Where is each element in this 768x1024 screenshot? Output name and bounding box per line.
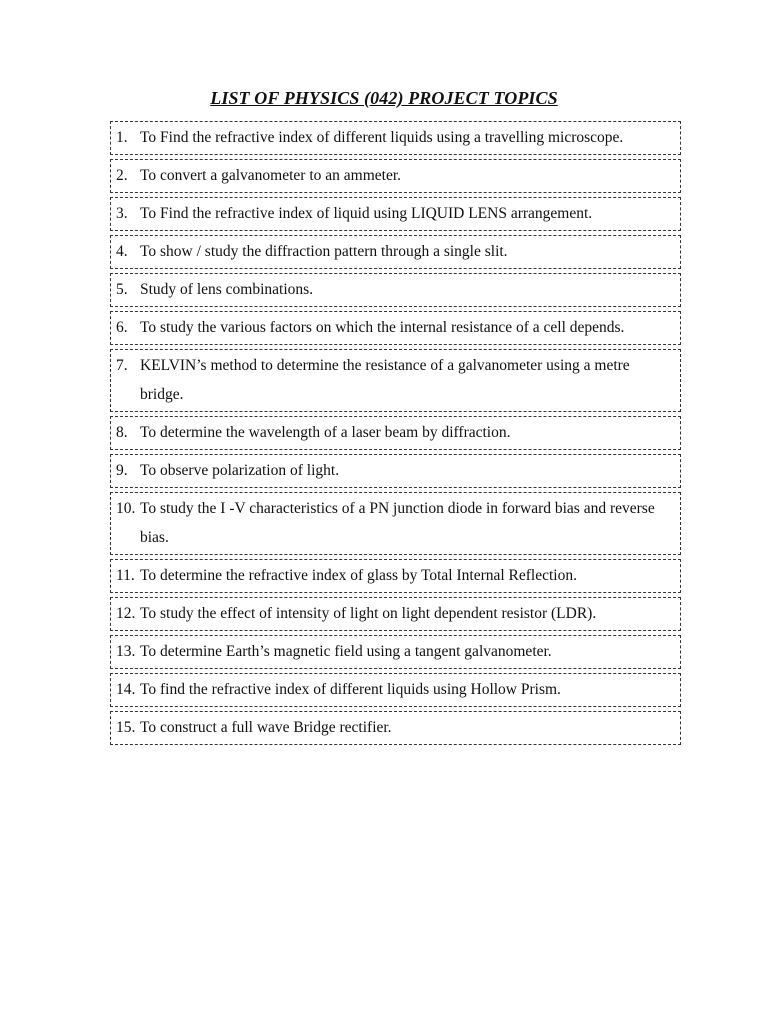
list-item (110, 673, 681, 707)
item-number: 13. (116, 643, 136, 660)
item-number: 8. (116, 424, 128, 441)
list-item (110, 416, 681, 450)
item-number: 14. (116, 681, 136, 698)
item-text: To observe polarization of light. (140, 462, 340, 479)
list-item (110, 454, 681, 488)
item-text: To determine the wavelength of a laser beam by diffraction. (140, 424, 511, 441)
list-item (110, 559, 681, 593)
item-text: To Find the refractive index of liquid using LIQUID LENS arrangement. (140, 205, 593, 222)
item-number: 5. (116, 281, 128, 298)
item-number: 1. (116, 129, 128, 146)
item-text: To determine Earth’s magnetic field using a tangent galvanometer. (140, 643, 552, 660)
item-number: 6. (116, 319, 128, 336)
item-number: 12. (116, 605, 136, 622)
list-item (110, 197, 681, 231)
item-number: 7. (116, 357, 128, 374)
item-text: To convert a galvanometer to an ammeter. (140, 167, 402, 184)
item-text: To study the I -V characteristics of a PN junction diode in forward bias and reverse bias. (140, 500, 655, 546)
item-number: 2. (116, 167, 128, 184)
list-item (110, 492, 681, 555)
list-item (110, 121, 681, 155)
list-item (110, 711, 681, 745)
list-item (110, 349, 681, 412)
item-number: 11. (116, 567, 135, 584)
item-number: 10. (116, 500, 136, 517)
item-number: 15. (116, 719, 136, 736)
list-item (110, 159, 681, 193)
item-text: To find the refractive index of different liquids using Hollow Prism. (140, 681, 561, 698)
list-item (110, 597, 681, 631)
item-number: 3. (116, 205, 128, 222)
item-text: KELVIN’s method to determine the resistance of a galvanometer using a metre bridge. (140, 357, 630, 403)
item-text: Study of lens combinations. (140, 281, 314, 298)
page-title: LIST OF PHYSICS (042) PROJECT TOPICS (210, 88, 558, 108)
list-item (110, 311, 681, 345)
topic-list (110, 121, 681, 749)
item-text: To determine the refractive index of glass by Total Internal Reflection. (140, 567, 577, 584)
item-text: To study the effect of intensity of light on light dependent resistor (LDR). (140, 605, 597, 622)
list-item (110, 273, 681, 307)
list-item (110, 635, 681, 669)
item-text: To study the various factors on which the internal resistance of a cell depends. (140, 319, 625, 336)
item-number: 4. (116, 243, 128, 260)
item-text: To construct a full wave Bridge rectifier. (140, 719, 392, 736)
item-number: 9. (116, 462, 128, 479)
list-item (110, 235, 681, 269)
item-text: To Find the refractive index of different liquids using a travelling microscope. (140, 129, 624, 146)
item-text: To show / study the diffraction pattern through a single slit. (140, 243, 508, 260)
